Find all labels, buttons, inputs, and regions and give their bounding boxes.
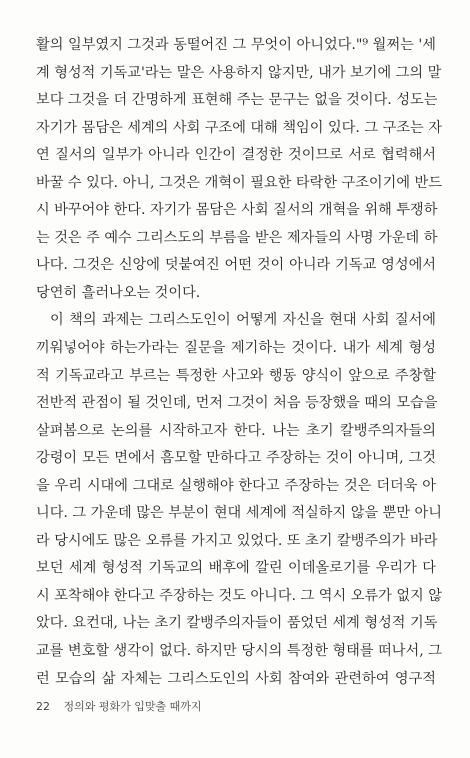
text-line: 런 모습의 삶 자체는 그리스도인의 사회 참여와 관련하여 영구적 (36, 670, 436, 687)
page-footer (36, 698, 202, 714)
paragraph-last-line: 당연히 흘러나오는 것이다. (36, 284, 201, 301)
text-line: 바꿀 수 있다. 아니, 그것은 개혁이 필요한 타락한 구조이기에 반드 (36, 174, 442, 191)
text-line: 시 바꾸어야 한다. 자기가 몸담은 사회 질서의 개혁을 위해 투쟁하 (36, 202, 438, 219)
text-line: 았다. 요컨대, 나는 초기 칼뱅주의자들이 품었던 세계 형성적 기독 (36, 615, 438, 632)
text-line: 활의 일부였지 그것과 동떨어진 그 무엇이 아니었다."⁹ 월쩌는 '세 (36, 37, 436, 53)
text-line: 적 기독교라고 부르는 특정한 사고와 행동 양식이 앞으로 주창할 (36, 367, 436, 384)
text-line: 나다. 그것은 신앙에 덧붙여진 어떤 것이 아니라 기독교 영성에서 (36, 257, 436, 274)
text-line: 교를 변호할 생각이 없다. 하지만 당시의 특정한 형태를 떠나서, 그 (36, 643, 442, 660)
text-line: 강령이 모든 면에서 흠모할 만하다고 주장하는 것이 아니며, 그것 (36, 450, 436, 467)
text-line: 자기가 몸담은 세계의 사회 구조에 대해 책임이 있다. 그 구조는 자 (36, 119, 442, 136)
text-line: 끼워넣어야 하는가라는 질문을 제기하는 것이다. 내가 세계 형성 (36, 340, 436, 357)
text-line: 연 질서의 일부가 아니라 인간이 결정한 것이므로 서로 협력해서 (36, 147, 436, 164)
page-number: 22 (36, 700, 50, 713)
running-title: 정의와 평화가 입맞출 때까지 (63, 700, 202, 713)
text-line: 전반적 관점이 될 것인데, 먼저 그것이 처음 등장했을 때의 모습을 (36, 395, 438, 412)
text-line: 살펴봄으로 논의를 시작하고자 한다. 나는 초기 칼뱅주의자들의 (36, 422, 436, 439)
body-text (36, 32, 442, 693)
text-line: 니다. 그 가운데 많은 부분이 현대 세계에 적실하지 않을 뿐만 아니 (36, 505, 442, 522)
paragraph-first-line: 이 책의 과제는 그리스도인이 어떻게 자신을 현대 사회 질서에 (50, 312, 436, 329)
text-line: 보던 세계 형성적 기독교의 배후에 깔린 이데올로기를 우리가 다 (36, 560, 436, 577)
text-line: 을 우리 시대에 그대로 실행해야 한다고 주장하는 것은 더더욱 아 (36, 477, 436, 494)
text-line: 보다 그것을 더 간명하게 표현해 주는 문구는 없을 것이다. 성도는 (36, 92, 438, 109)
text-line: 는 것은 주 예수 그리스도의 부름을 받은 제자들의 사명 가운데 하 (36, 229, 438, 246)
text-line: 라 당시에도 많은 오류를 가지고 있었다. 또 초기 칼뱅주의가 바라 (36, 532, 438, 549)
text-line: 시 포착해야 한다고 주장하는 것도 아니다. 그 역시 오류가 없지 않 (36, 587, 442, 604)
text-line: 계 형성적 기독교'라는 말은 사용하지 않지만, 내가 보기에 그의 말 (36, 64, 442, 81)
